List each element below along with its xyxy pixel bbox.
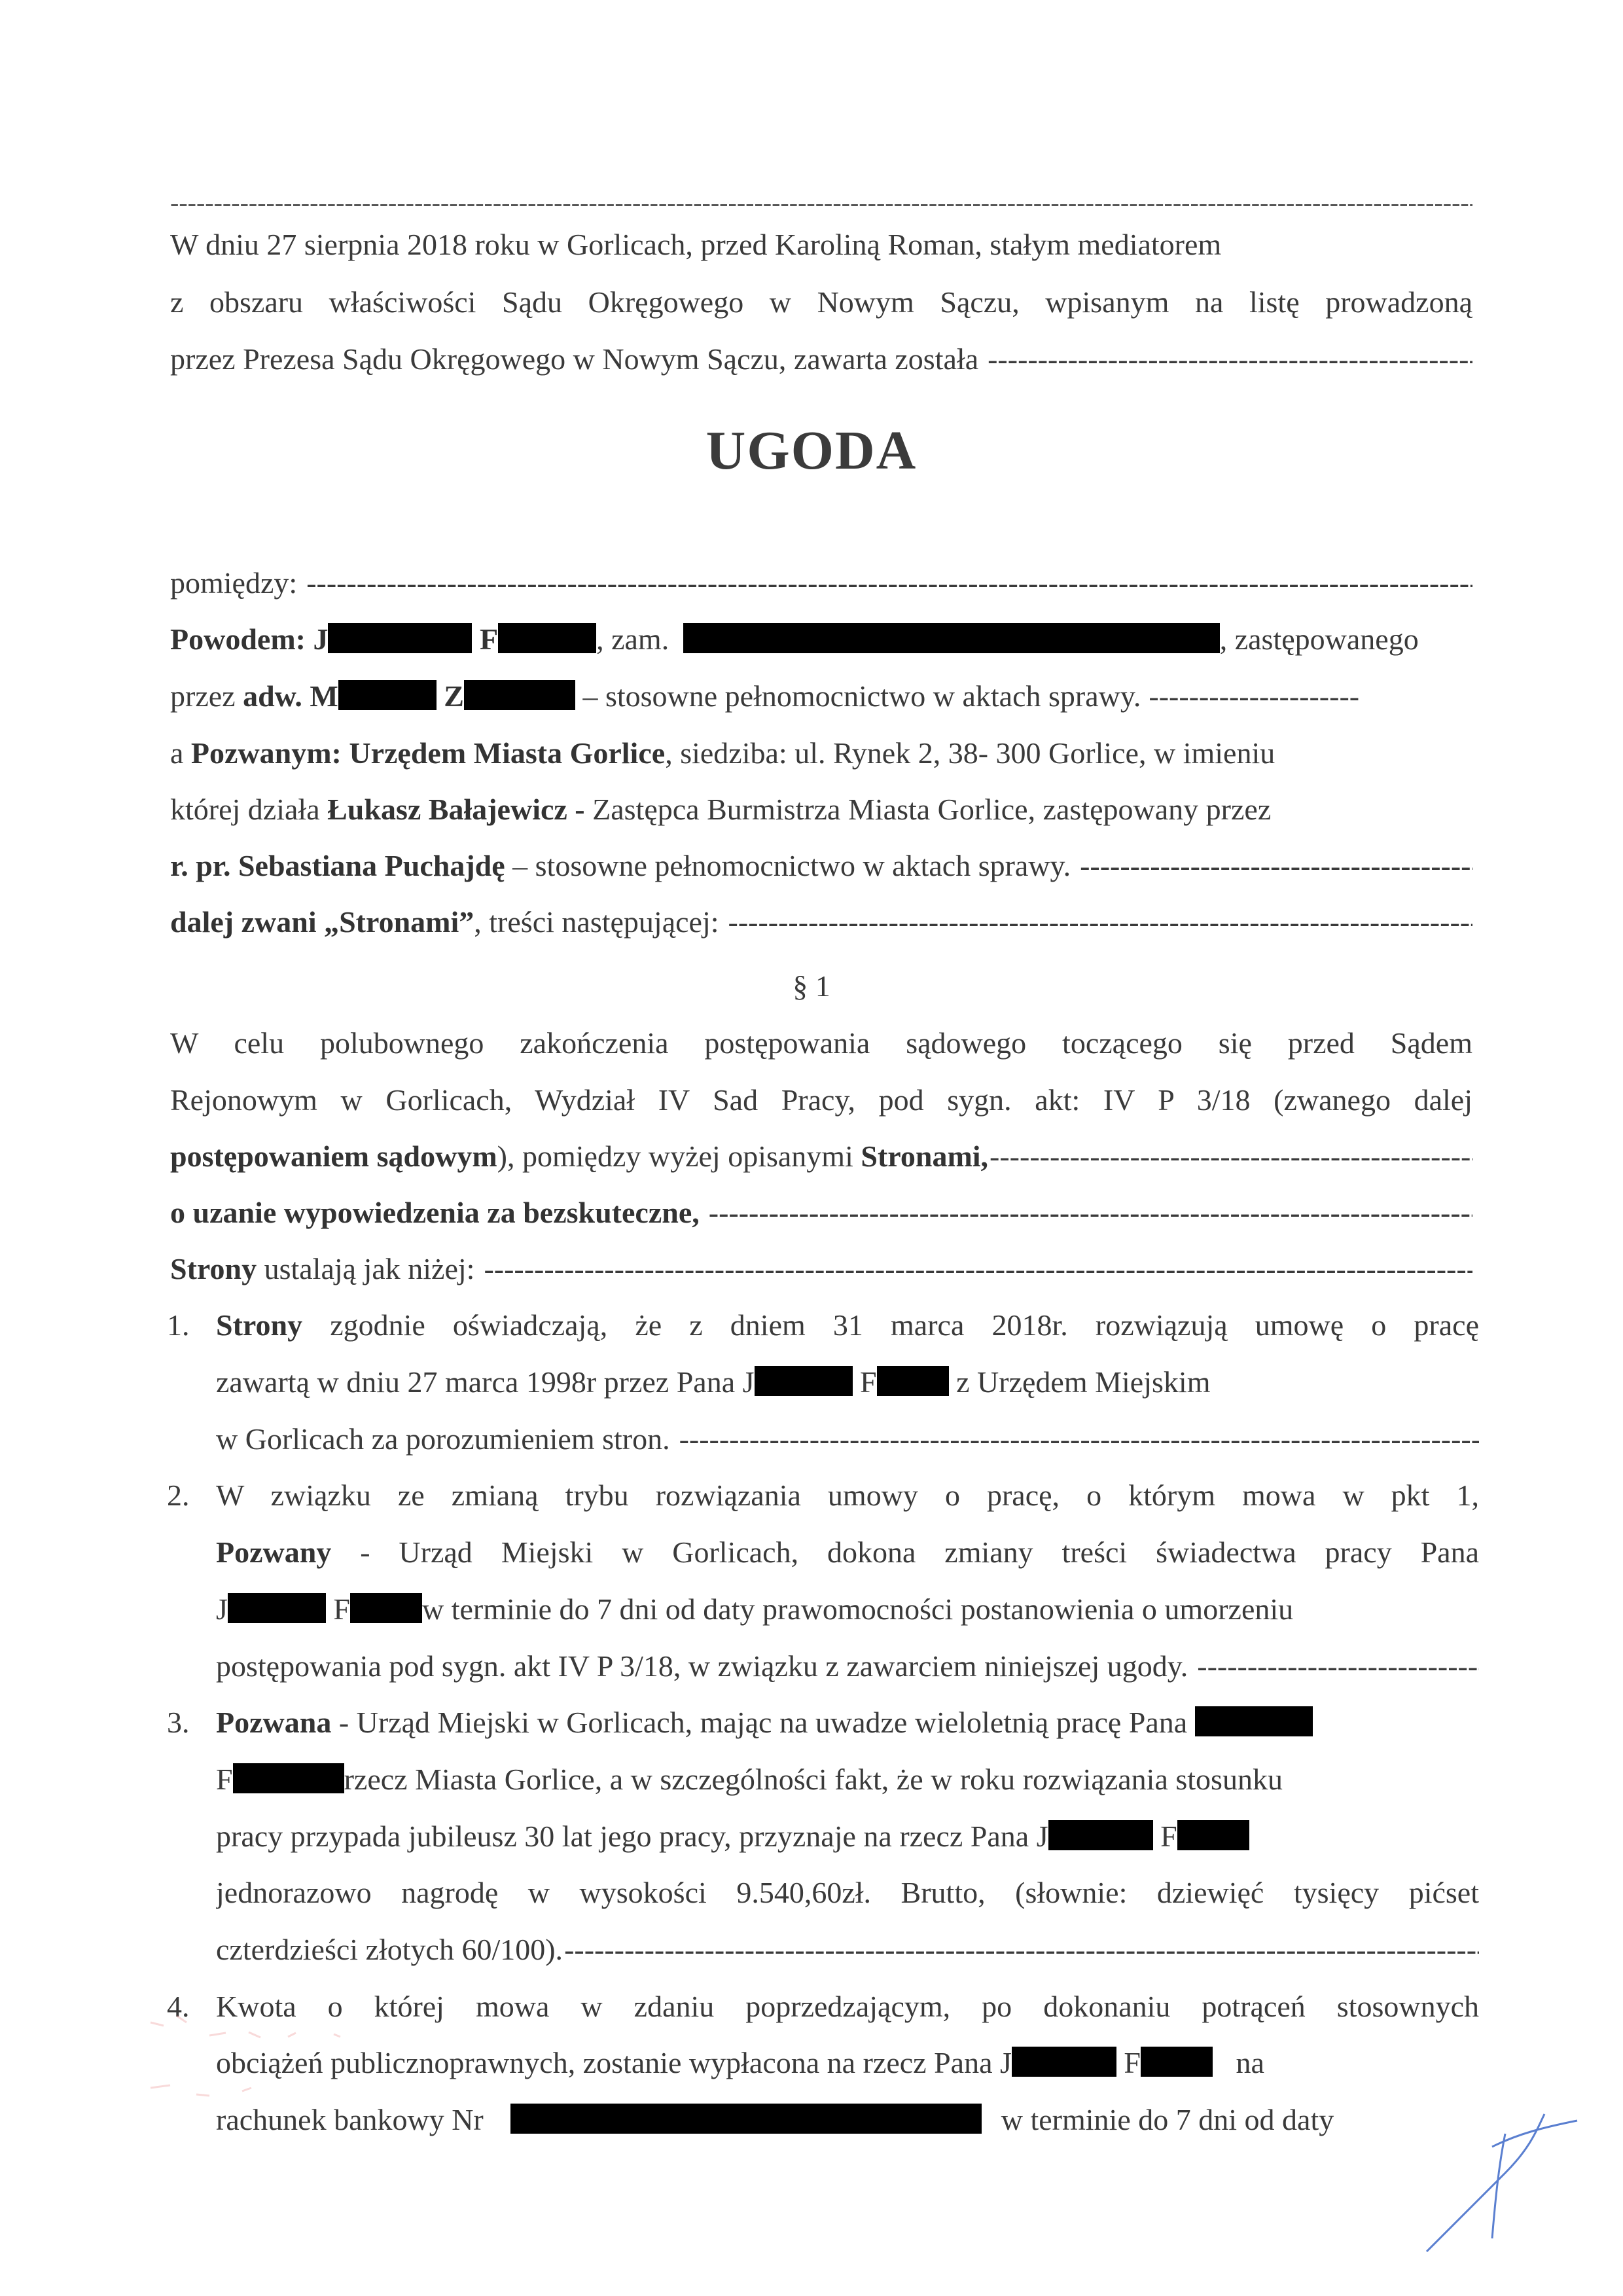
item-1-line-1 [216,1306,1479,1344]
redaction-bar [755,1366,853,1396]
item-3-line-1 [216,1704,1479,1742]
item-2-line-3 [216,1590,1479,1628]
plaintiff-initial-first: J [313,622,329,656]
item-4-text-1: Kwota o której mowa w zdaniu poprzedzającym, po dokonaniu potrąceń stosownych [216,1990,1479,2023]
item-number: 2. [167,1479,190,1512]
item-1-text-2b: F [860,1365,877,1399]
redaction-bar [328,623,472,653]
plaintiff-counsel-line: przez adw. M Z – stosowne pełnomocnictwo w aktach sprawy. --------------------- [170,679,1360,713]
item-2-text-1: W związku ze zmianą trybu rozwiązania umowy o pracę, o którym mowa w pkt 1, [216,1479,1479,1512]
defendant-line-2 [170,791,1472,829]
item-3-text-4: jednorazowo nagrodę w wysokości 9.540,60zł. Brutto, (słownie: dziewięć tysięcy pićset [216,1876,1479,1909]
item-3-text-3b: F [1160,1820,1177,1853]
defendant-line-1 [170,734,1472,772]
item-2-line-4 [216,1647,1479,1685]
purpose-mid: ), pomiędzy wyżej opisanymi [497,1139,853,1173]
purpose-bold-4: Strony [170,1252,257,1285]
item-1-bold: Strony [216,1308,303,1342]
defendant-acting-prefix: której działa [170,793,320,826]
redaction-bar [510,2104,982,2134]
defendant-label: Pozwanym: Urzędem Miasta Gorlice [190,736,666,770]
item-3-line-4 [216,1874,1479,1912]
item-3-text-2a: F [216,1763,233,1796]
item-2-bold: Pozwany [216,1535,332,1569]
intro-text-2: z obszaru właściwości Sądu Okręgowego w Nowym Sączu, wpisanym na listę prowadzoną [170,285,1472,319]
purpose-bold-3: o uzanie wypowiedzenia za bezskuteczne, [170,1196,700,1229]
intro-line-1 [170,226,1472,264]
item-2-line-1 [216,1477,1479,1515]
purpose-text-2: Rejonowym w Gorlicach, Wydział IV Sad Pracy, pod sygn. akt: IV P 3/18 (zwanego dalej [170,1083,1472,1117]
item-3-line-5 [216,1931,1479,1969]
plaintiff-line [170,620,1472,658]
item-3-text-5: czterdzieści złotych 60/100). [216,1933,563,1966]
item-3-text-2b: rzecz Miasta Gorlice, a w szczególności fakt, że w roku rozwiązania stosunku [344,1763,1283,1796]
purpose-line-3 [170,1138,1472,1175]
purpose-bold-2: Stronami, [861,1139,989,1173]
redaction-bar [233,1763,344,1793]
purpose-line-5 [170,1250,1472,1288]
item-1-line-2 [216,1363,1479,1401]
plaintiff-label: Powodem: [170,622,306,656]
item-3-line-3 [216,1818,1479,1856]
item-1-text-3: w Gorlicach za porozumieniem stron. [216,1422,670,1456]
parties-line [170,903,1472,941]
redaction-bar [1177,1820,1249,1850]
item-number: 1. [167,1308,190,1342]
redaction-bar [1048,1820,1153,1850]
intro-line-2 [170,283,1472,321]
defendant-prefix: a [170,736,184,770]
defendant-counsel-poa: – stosowne pełnomocnictwo w aktach sprawy. [512,849,1071,882]
purpose-line-2 [170,1081,1472,1119]
purpose-line-1 [170,1024,1472,1062]
item-2-text-3c: w terminie do 7 dni od daty prawomocności postanowienia o umorzeniu [422,1592,1294,1626]
item-2-line-2 [216,1534,1479,1571]
item-1-text-2c: z Urzędem Miejskim [956,1365,1211,1399]
item-1-text-2a: zawartą w dniu 27 marca 1998r przez Pana J [216,1365,755,1399]
purpose-rest: ustalają jak niżej: [264,1252,475,1285]
defendant-seat: , siedziba: [665,736,787,770]
item-1-line-3 [216,1420,1479,1458]
redaction-bar [338,680,437,710]
parties-label: dalej zwani „Stronami” [170,905,474,939]
defendant-acting-role: Zastępca Burmistrza Miasta Gorlice, zastępowany przez [592,793,1272,826]
top-dash-line [170,190,1472,216]
item-number: 4. [167,1990,190,2023]
redaction-bar [350,1593,422,1623]
plaintiff-counsel-initial-2: Z [444,679,464,713]
defendant-line-3 [170,847,1472,885]
redaction-bar [1141,2047,1213,2077]
item-4-text-2a: obciążeń publicznoprawnych, zostanie wypłacona na rzecz Pana J [216,2046,1012,2079]
document-title: UGODA [705,420,918,481]
defendant-counsel: r. pr. Sebastiana Puchajdę [170,849,505,882]
plaintiff-poa: – stosowne pełnomocnictwo w aktach sprawy. [582,679,1141,713]
redaction-bar [1012,2047,1116,2077]
redaction-bar [877,1366,949,1396]
item-2-text-3b: F [333,1592,350,1626]
section-mark: § 1 [793,969,830,1003]
redaction-bar [464,680,575,710]
plaintiff-initial-last: F [479,622,499,656]
defendant-address: ul. Rynek 2, 38- 300 Gorlice, w imieniu [794,736,1275,770]
redaction-bar [1195,1706,1313,1736]
redaction-bar [228,1593,326,1623]
faint-stamp-marks [137,2003,504,2108]
item-3-line-2 [216,1761,1479,1799]
intro-line-3 [170,340,1472,378]
item-3-bold: Pozwana [216,1706,332,1739]
item-number: 3. [167,1706,190,1739]
item-2-text-3a: J [216,1592,228,1626]
item-2-text-4: postępowania pod sygn. akt IV P 3/18, w związku z zawarciem niniejszej ugody. [216,1649,1188,1683]
plaintiff-represented: , zastępowanego [1219,622,1419,656]
between-line [170,564,1472,602]
intro-text-3: przez Prezesa Sądu Okręgowego w Nowym Sączu, zawarta została [170,342,979,376]
redaction-bar [498,623,596,653]
item-2-text-2: - Urząd Miejski w Gorlicach, dokona zmiany treści świadectwa pracy Pana [360,1535,1479,1569]
signature-mark [1414,2088,1584,2258]
parties-rest: , treści następującej: [474,905,719,939]
plaintiff-address-label: , zam. [596,622,669,656]
plaintiff-counsel-initial: adw. M [243,679,338,713]
item-4-text-2b: F [1124,2046,1141,2079]
defendant-acting-name: Łukasz Bałajewicz - [327,793,585,826]
purpose-bold-1: postępowaniem sądowym [170,1139,497,1173]
plaintiff-by: przez [170,679,236,713]
purpose-line-4 [170,1194,1472,1232]
purpose-text-1: W celu polubownego zakończenia postępowania sądowego toczącego się przed Sądem [170,1026,1472,1060]
item-3-text-3a: pracy przypada jubileusz 30 lat jego pracy, przyznaje na rzecz Pana J [216,1820,1048,1853]
item-4-text-3a: rachunek bankowy Nr [216,2103,484,2136]
between-label: pomiędzy: [170,566,298,600]
item-4-text-3b: w terminie do 7 dni od daty [1001,2103,1334,2136]
intro-text-1: W dniu 27 sierpnia 2018 roku w Gorlicach, przed Karoliną Roman, stałym mediatorem [170,228,1222,261]
item-4-text-2c: na [1236,2046,1264,2079]
redaction-bar [683,623,1220,653]
item-1-text: zgodnie oświadczają, że z dniem 31 marca 2018r. rozwiązują umowę o pracę [330,1308,1479,1342]
item-3-text-1: - Urząd Miejski w Gorlicach, mając na uwadze wieloletnią pracę Pana [338,1706,1188,1739]
